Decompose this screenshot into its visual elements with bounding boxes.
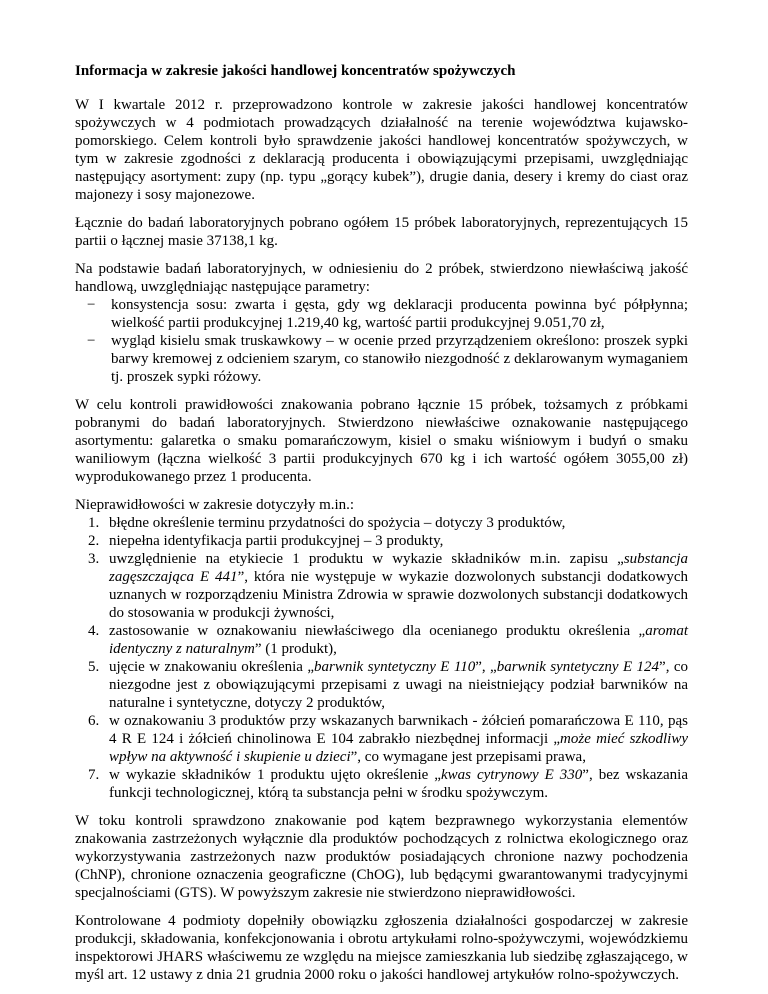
list-item-quote: kwas cytrynowy E 330 (440, 767, 583, 783)
list-item-text: w oznakowaniu 3 produktów przy wskazanych barwnikach - żółcień pomarańczowa E 110, pąs 4 R E 124 i żółcień chinolinowa E 104 zabrakło niezbędnej informacji „ (109, 713, 688, 747)
list-item-quote: barwnik syntetyczny E 110 (314, 659, 476, 675)
document-title: Informacja w zakresie jakości handlowej koncentratów spożywczych (75, 63, 516, 79)
quality-issues-list (75, 296, 688, 386)
list-item (88, 550, 688, 622)
list-item-text: ”, co niezgodne jest z obowiązującymi przepisami z uwagi na nieistniejący podział barwników na naturalne i syntetyczne, dotyczy 2 produktów, (109, 659, 688, 711)
list-item-text: ujęcie w znakowaniu określenia „ (109, 659, 315, 675)
list-number: 2. (88, 533, 100, 549)
list-item-text: ”, co wymagane jest przepisami prawa, (350, 749, 586, 765)
dash-bullet: − (87, 297, 96, 313)
list-item-text: ”, „ (475, 659, 497, 675)
paragraph-registration: Kontrolowane 4 podmioty dopełniły obowiązku zgłoszenia działalności gospodarczej w zakresie produkcji, składowania, konfekcjonowania i obrotu artykułami rolno-spożywczymi, wojewódzkiemu inspektorowi JHARS właściwemu ze względu na miejsce zamieszkania lub siedzibę zgłaszającego, w myśl art. 12 ustawy z dnia 21 grudnia 2000 roku o jakości handlowej artykułów rolno-spożywczych. (75, 913, 688, 983)
list-item-text: konsystencja sosu: zwarta i gęsta, gdy wg deklaracji producenta powinna być półpłynna; wielkość partii produkcyjnej 1.219,40 kg, wartość partii produkcyjnej 9.051,70 zł, (111, 297, 688, 331)
paragraph-irregularities-intro: Nieprawidłowości w zakresie dotyczyły m.in.: (75, 497, 355, 513)
list-item (88, 514, 688, 532)
list-number: 5. (88, 659, 100, 675)
list-item (88, 622, 688, 658)
list-item (88, 658, 688, 712)
list-number: 6. (88, 713, 100, 729)
list-item-text: zastosowanie w oznakowaniu niewłaściwego dla ocenianego produktu określenia „ (109, 623, 646, 639)
list-item-text: ” (1 produkt), (254, 641, 337, 657)
list-item-quote: substancja zagęszczająca E 441 (109, 551, 688, 585)
list-number: 3. (88, 551, 100, 567)
list-item-quote: może mieć szkodliwy wpływ na aktywność i skupienie u dzieci (109, 731, 688, 765)
paragraph-ecological-labeling: W toku kontroli sprawdzono znakowanie pod kątem bezprawnego wykorzystania elementów znakowania zastrzeżonych wyłącznie dla produktów pochodzących z rolnictwa ekologicznego oraz wykorzystywania zastrzeżonych nazw produktów posiadających chronione nazwy pochodzenia (ChNP), chronione oznaczenia geograficzne (ChOG), lub będącymi gwarantowanymi tradycyjnymi specjalnościami (GTS). W powyższym zakresie nie stwierdzono nieprawidłowości. (75, 813, 688, 901)
list-item-text: ”, która nie występuje w wykazie dozwolonych substancji dodatkowych uznanych w rozporządzeniu Ministra Zdrowia w sprawie dozwolonych substancji dodatkowych do stosowania w produkcji żywności, (109, 569, 688, 621)
list-number: 7. (88, 767, 100, 783)
list-item (88, 532, 688, 550)
list-item (87, 332, 688, 386)
dash-bullet: − (87, 333, 96, 349)
list-item-quote: barwnik syntetyczny E 124 (496, 659, 660, 675)
list-item (87, 296, 688, 332)
list-item (88, 766, 688, 802)
paragraph-labeling: W celu kontroli prawidłowości znakowania pobrano łącznie 15 próbek, tożsamych z próbkami pobranymi do badań laboratoryjnych. Stwierdzono niewłaściwe oznakowanie następującego asortymentu: galaretka o smaku pomarańczowym, kisiel o smaku wiśniowym i budyń o smaku waniliowym (łączna wielkość 3 partii produkcyjnych 670 kg i ich wartość ogółem 3055,00 zł) wyprodukowanego przez 1 producenta. (75, 397, 688, 485)
list-item-text: niepełna identyfikacja partii produkcyjnej – 3 produkty, (109, 533, 444, 549)
list-number: 4. (88, 623, 100, 639)
list-item (88, 712, 688, 766)
list-item-text: uwzględnienie na etykiecie 1 produktu w wykazie składników m.in. zapisu „ (109, 551, 624, 567)
paragraph-intro: W I kwartale 2012 r. przeprowadzono kontrole w zakresie jakości handlowej koncentratów spożywczych w 4 podmiotach prowadzących działalność na terenie województwa kujawsko-pomorskiego. Celem kontroli było sprawdzenie jakości handlowej koncentratów spożywczych, w tym w zakresie zgodności z deklaracją producenta i obowiązującymi przepisami, uwzględniając następujący asortyment: zupy (np. typu „gorący kubek”), drugie dania, desery i kremy do ciast oraz majonezy i sosy majonezowe. (75, 97, 688, 203)
list-item-text: w wykazie składników 1 produktu ujęto określenie „ (109, 767, 441, 783)
list-number: 1. (88, 515, 100, 531)
list-item-text: wygląd kisielu smak truskawkowy – w ocenie przed przyrządzeniem określono: proszek sypki barwy kremowej z odcieniem szarym, co stanowiło niezgodność z deklarowanym wymaganiem tj. proszek sypki różowy. (111, 333, 688, 385)
list-item-text: ”, bez wskazania funkcji technologicznej, którą ta substancja pełni w środku spożywczym. (109, 767, 688, 801)
list-item-quote: aromat identyczny z naturalnym (109, 623, 688, 657)
paragraph-samples: Łącznie do badań laboratoryjnych pobrano ogółem 15 próbek laboratoryjnych, reprezentujących 15 partii o łącznej masie 37138,1 kg. (75, 215, 688, 249)
irregularities-list (75, 514, 688, 802)
paragraph-lab-results: Na podstawie badań laboratoryjnych, w odniesieniu do 2 próbek, stwierdzono niewłaściwą jakość handlową, uwzględniając następujące parametry: (75, 261, 688, 295)
list-item-text: błędne określenie terminu przydatności do spożycia – dotyczy 3 produktów, (109, 515, 566, 531)
